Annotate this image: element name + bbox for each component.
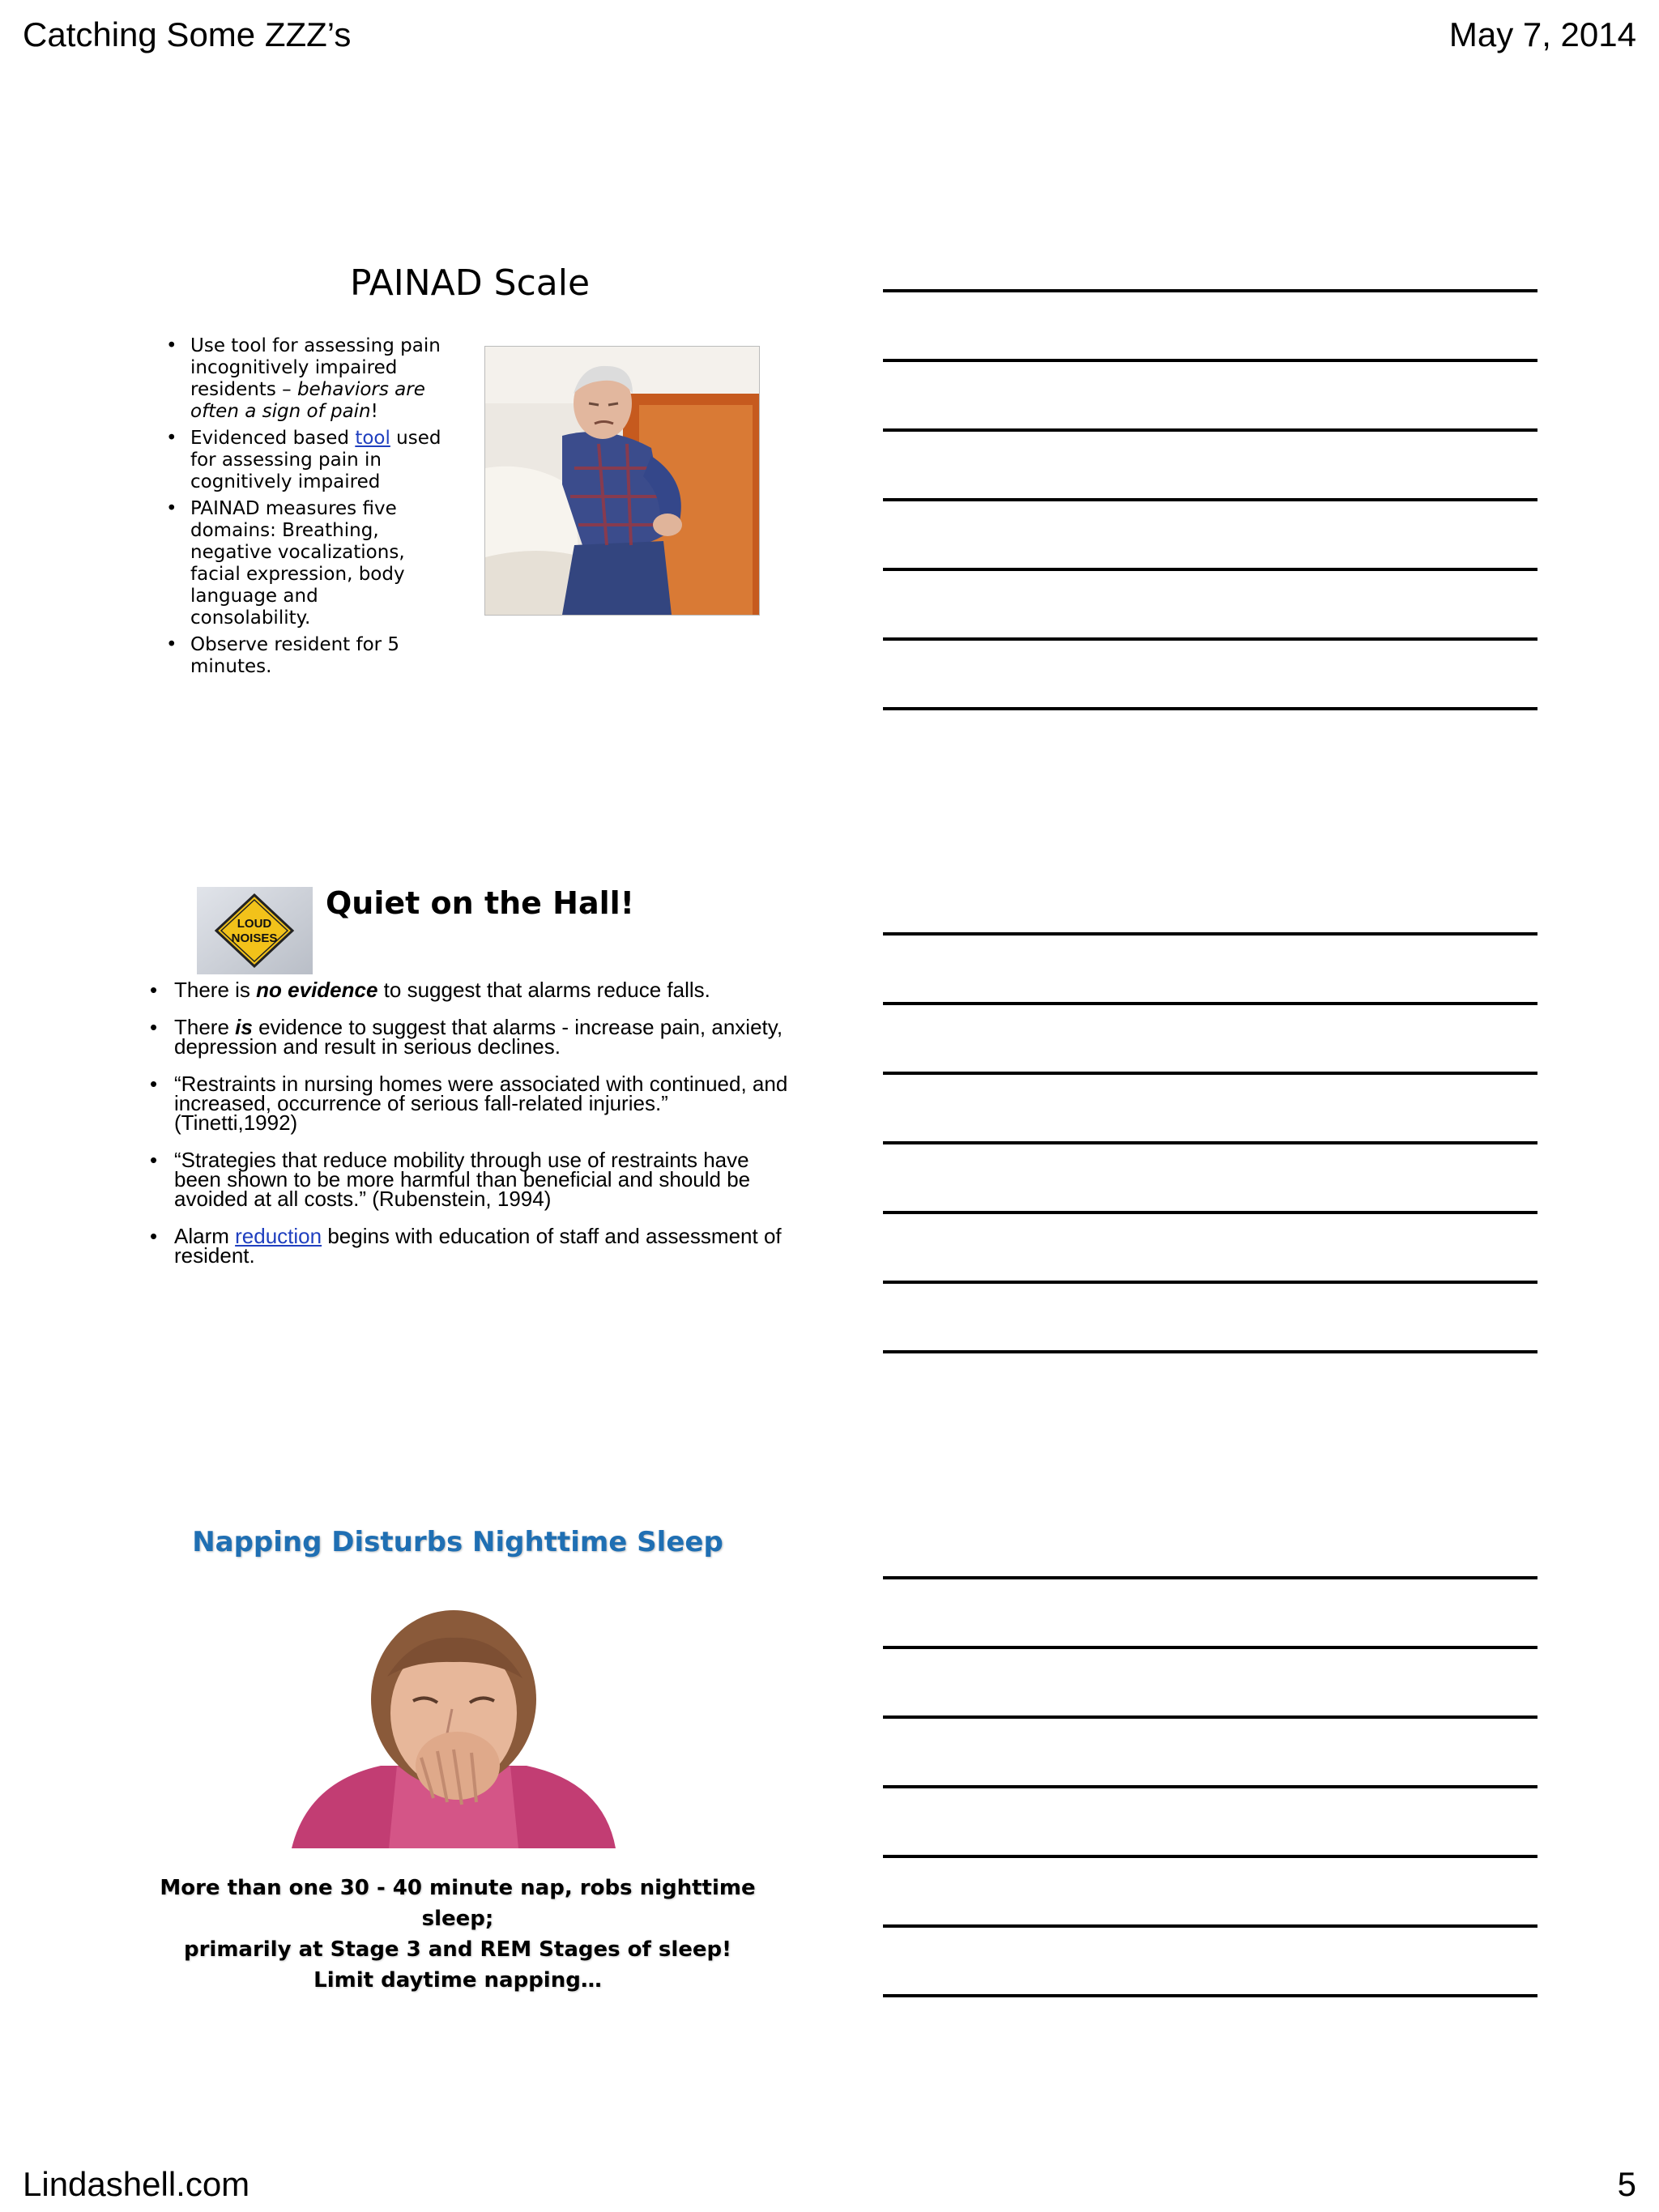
bullet-emphasis-text: is xyxy=(235,1015,253,1039)
notes-line xyxy=(883,1576,1537,1579)
page-number: 5 xyxy=(1617,2165,1636,2203)
notes-line xyxy=(883,1072,1537,1075)
bullet-list xyxy=(150,980,790,1283)
bullet-text: Alarm xyxy=(174,1224,236,1248)
caption-line: More than one 30 - 40 minute nap, robs nighttime sleep; xyxy=(160,1876,756,1931)
photo-illustration xyxy=(292,1604,616,1848)
footer-site: Lindashell.com xyxy=(23,2165,250,2203)
loud-noises-sign-image xyxy=(197,887,313,974)
reduction-link[interactable]: reduction xyxy=(235,1224,322,1248)
notes-line xyxy=(883,932,1537,936)
bullet-text: evidence to suggest that alarms - increase pain, anxiety, depression and result in serious declines. xyxy=(174,1015,783,1059)
notes-line xyxy=(883,428,1537,432)
list-item xyxy=(150,1015,790,1059)
bullet-text: There is xyxy=(174,978,257,1002)
list-item: • “Strategies that reduce mobility through use of restraints have been shown to be more harmful than beneficial and should be avoided at all costs.” (Rubenstein, 1994) xyxy=(150,1150,790,1208)
document-title: Catching Some ZZZ’s xyxy=(23,15,352,53)
list-item xyxy=(166,335,441,423)
document-date: May 7, 2014 xyxy=(1448,15,1636,53)
notes-line xyxy=(883,498,1537,501)
bullet-text: Evidenced based xyxy=(190,428,356,449)
notes-line xyxy=(883,1994,1537,1997)
photo-illustration xyxy=(485,347,759,615)
bullet-list xyxy=(166,335,441,683)
sign-text-loud: LOUD xyxy=(237,917,272,931)
bullet-text: ! xyxy=(370,401,378,422)
bullet-emphasis: behaviors are often a sign of pain xyxy=(190,379,425,422)
notes-line xyxy=(883,1002,1537,1005)
yawning-woman-photo xyxy=(292,1604,616,1848)
notes-line xyxy=(883,707,1537,710)
bullet-text: begins with education of staff and assessment of resident. xyxy=(174,1224,782,1268)
list-item xyxy=(150,1224,790,1268)
warning-sign-icon xyxy=(197,887,313,974)
notes-line xyxy=(883,1715,1537,1719)
sign-text-noises: NOISES xyxy=(231,931,278,945)
slide-quiet-on-the-hall xyxy=(134,879,806,1381)
slide-title: Napping Disturbs Nighttime Sleep xyxy=(192,1526,723,1558)
notes-line xyxy=(883,1785,1537,1788)
slide-napping-disturbs-sleep xyxy=(134,1523,806,1993)
caption-line: primarily at Stage 3 and REM Stages of sleep! xyxy=(183,1937,732,1962)
list-item xyxy=(150,978,790,1002)
notes-line xyxy=(883,1141,1537,1144)
notes-line xyxy=(883,359,1537,362)
list-item: • Observe resident for 5 minutes. xyxy=(166,634,441,678)
slide-title: PAINAD Scale xyxy=(349,262,591,304)
tool-link[interactable]: tool xyxy=(355,428,390,449)
notes-line xyxy=(883,1855,1537,1858)
slide-caption xyxy=(134,1873,782,1996)
list-item: • PAINAD measures five domains: Breathing, negative vocalizations, facial expression, body language and consolability. xyxy=(166,498,441,629)
bullet-text: There xyxy=(174,1015,236,1039)
list-item: • “Restraints in nursing homes were associated with continued, and increased, occurrence of serious fall-related injuries.” (Tinetti,1992) xyxy=(150,1074,790,1132)
slide-title: Quiet on the Hall! xyxy=(326,885,634,921)
bullet-text: to suggest that alarms reduce falls. xyxy=(377,978,710,1002)
notes-line xyxy=(883,1350,1537,1353)
bullet-emphasis-text: no evidence xyxy=(256,978,378,1002)
bullet-text: used for assessing pain in cognitively impaired xyxy=(190,428,441,492)
notes-line xyxy=(883,568,1537,571)
notes-line xyxy=(883,1281,1537,1284)
notes-line xyxy=(883,1646,1537,1649)
elderly-man-back-pain-photo xyxy=(484,346,760,616)
list-item xyxy=(166,428,441,493)
notes-line xyxy=(883,1924,1537,1928)
slide-painad-scale xyxy=(134,243,806,737)
bullet-emphasis xyxy=(256,978,377,1002)
caption-line: Limit daytime napping… xyxy=(313,1968,602,1993)
notes-line xyxy=(883,637,1537,641)
notes-line xyxy=(883,1211,1537,1214)
notes-line xyxy=(883,289,1537,292)
bullet-text: Use tool for assessing pain incognitively impaired residents – xyxy=(190,335,441,400)
